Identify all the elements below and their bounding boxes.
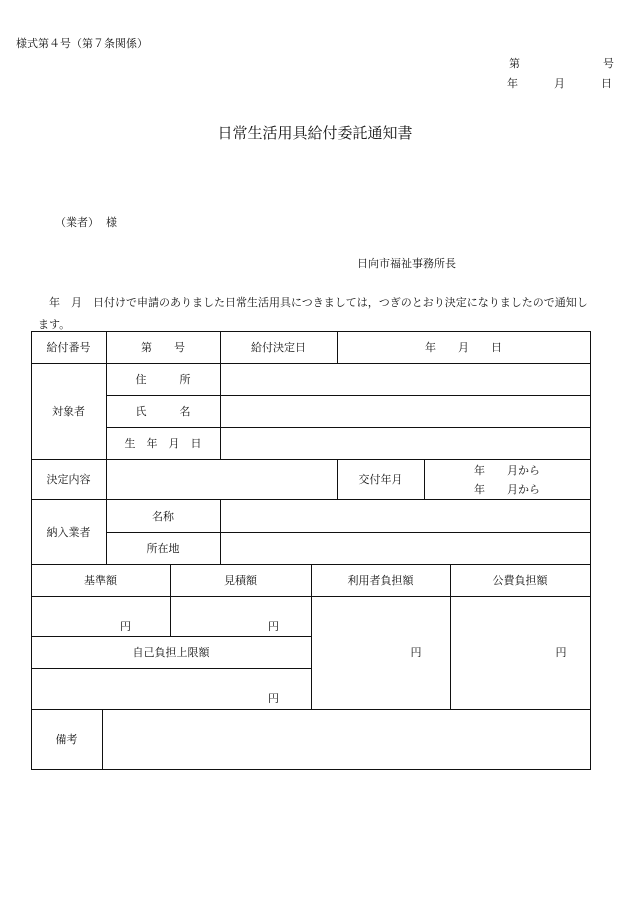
user-burden-yen: 円 <box>410 646 422 659</box>
decision-content-label: 決定内容 <box>46 473 91 486</box>
vendor-location-label: 所在地 <box>146 542 180 555</box>
delivery-month-label: 交付年月 <box>358 473 403 486</box>
public-burden-label: 公費負担額 <box>492 574 548 587</box>
number-suffix: 号 <box>603 57 614 70</box>
form-code: 様式第４号（第７条関係） <box>16 37 148 50</box>
delivery-month-from-1: 年 月から <box>474 463 540 477</box>
user-burden-label: 利用者負担額 <box>347 574 414 587</box>
address-field[interactable] <box>220 363 590 395</box>
date-month: 月 <box>554 77 565 90</box>
delivery-month-from-2: 年 月から <box>474 483 540 496</box>
issuer: 日向市福祉事務所長 <box>357 257 456 270</box>
public-burden-yen: 円 <box>555 646 567 659</box>
name-label: 氏 名 <box>135 405 191 418</box>
date-day: 日 <box>601 77 612 90</box>
vendor-name-label: 名称 <box>152 509 174 523</box>
estimate-amount-yen: 円 <box>268 620 279 633</box>
number-prefix: 第 <box>509 57 520 70</box>
date-year: 年 <box>507 77 518 90</box>
vendor-location-field[interactable] <box>220 532 590 564</box>
rule <box>31 668 311 669</box>
rule <box>31 769 591 770</box>
addressee-honorific: 様 <box>106 216 117 229</box>
name-field[interactable] <box>220 395 590 427</box>
self-burden-limit-yen: 円 <box>268 692 279 705</box>
decision-content-field[interactable] <box>106 459 337 499</box>
standard-amount-label: 基準額 <box>84 574 117 587</box>
standard-amount-yen: 円 <box>120 620 131 633</box>
remarks-field[interactable] <box>102 709 590 769</box>
self-burden-limit-label: 自己負担上限額 <box>132 646 210 659</box>
decision-date-label: 給付決定日 <box>251 341 306 354</box>
rule <box>590 331 591 770</box>
addressee-name: （業者） <box>55 216 99 229</box>
vendor-name-field[interactable] <box>220 499 590 532</box>
address-label: 住 所 <box>135 373 191 386</box>
subject-label: 対象者 <box>52 405 85 418</box>
document-title: 日常生活用具給付委託通知書 <box>217 124 413 142</box>
grant-number-label: 給付番号 <box>46 341 91 354</box>
decision-date-value: 年 月 日 <box>425 341 502 354</box>
vendor-label: 納入業者 <box>46 525 91 539</box>
estimate-amount-label: 見積額 <box>224 574 257 587</box>
birthdate-label: 生 年 月 日 <box>124 437 202 450</box>
remarks-label: 備考 <box>55 733 78 746</box>
notice-body: 年 月 日付けで申請のありました日常生活用具につきましては，つぎのとおり決定になりましたので通知します。 <box>38 296 588 331</box>
birthdate-field[interactable] <box>220 427 590 459</box>
grant-number-value: 第 号 <box>141 341 185 354</box>
